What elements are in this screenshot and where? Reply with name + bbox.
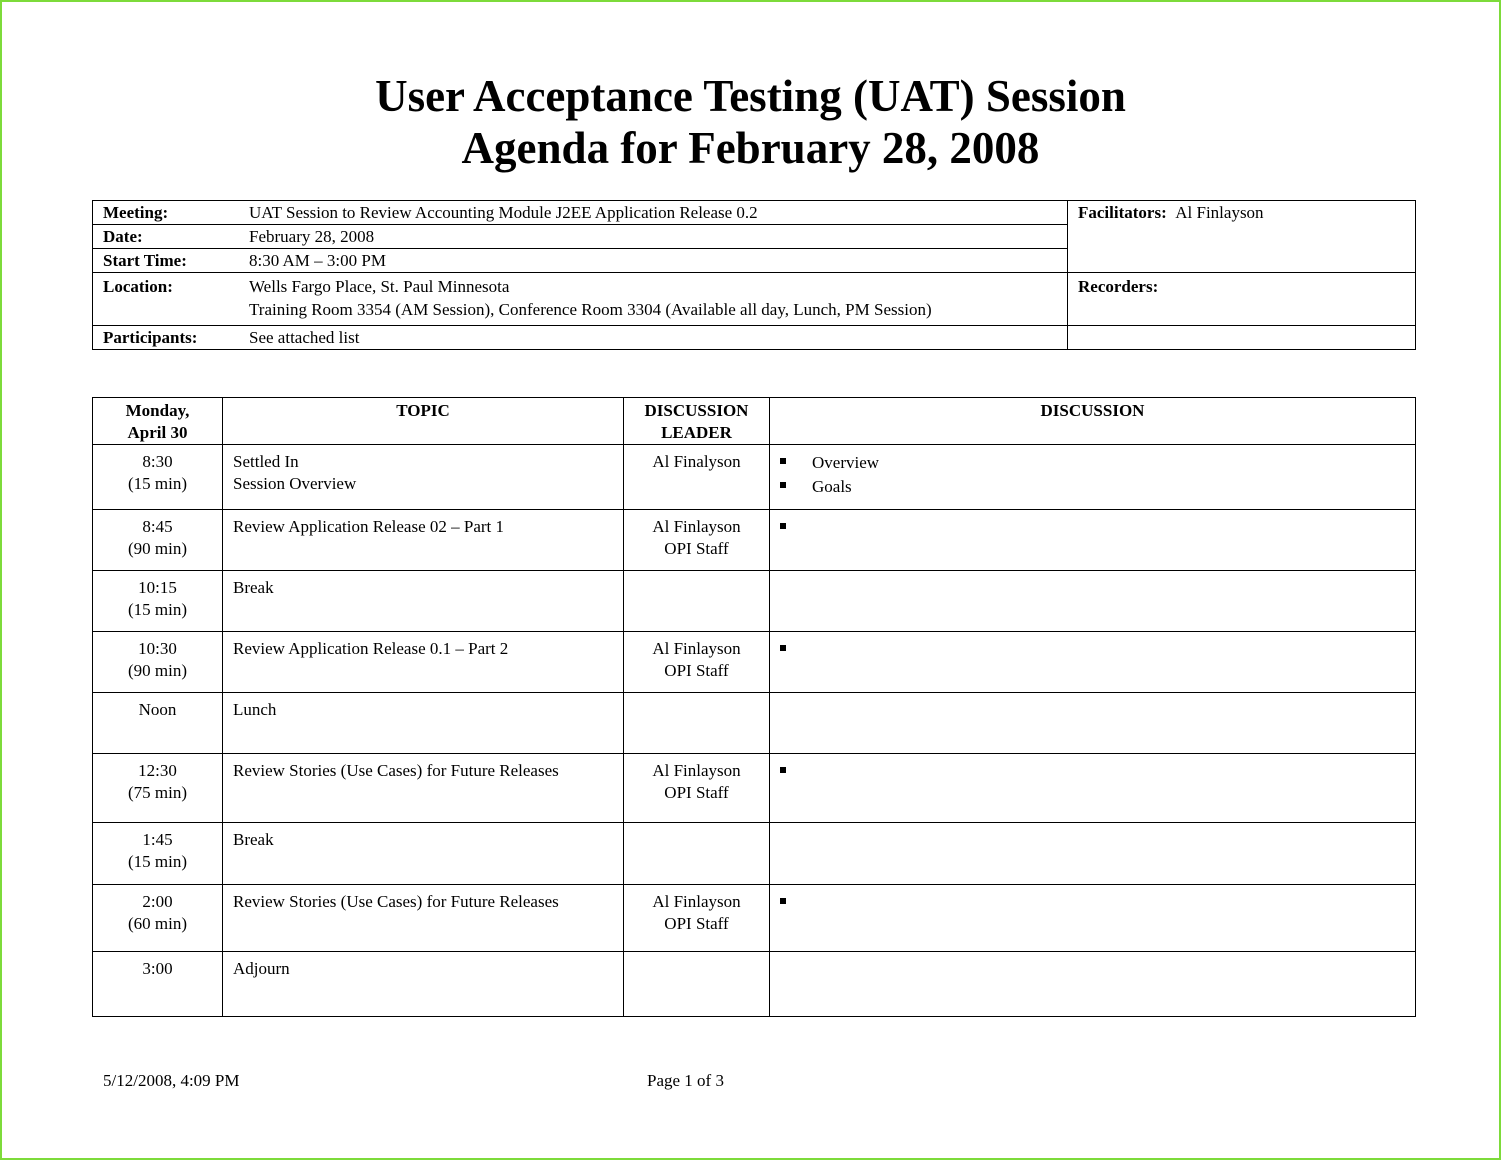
location-row [93, 273, 1068, 326]
time-cell [93, 510, 223, 571]
duration-value: (90 min) [127, 661, 188, 680]
footer-date: 5/12/2008, 4:09 PM [103, 1071, 240, 1090]
topic-line1: Review Application Release 0.1 – Part 2 [233, 639, 509, 658]
duration-value: (75 min) [127, 783, 188, 802]
leader-cell [624, 754, 770, 823]
time-value: 8:30 [142, 452, 173, 471]
topic-cell [223, 445, 624, 510]
location-label: Location: [103, 277, 173, 296]
day-header-line1: Monday, [125, 401, 190, 420]
discussion-header: DISCUSSION [770, 398, 1416, 445]
discussion-bullet-item [780, 516, 1415, 540]
time-value: 8:45 [142, 517, 173, 536]
topic-line1: Lunch [233, 700, 277, 719]
day-header-line2: April 30 [127, 423, 188, 442]
facilitators-label: Facilitators: [1078, 203, 1167, 222]
leader-line1: Al Finlayson [652, 639, 741, 658]
leader-header [624, 398, 770, 445]
time-cell [93, 754, 223, 823]
start-time-label: Start Time: [103, 251, 187, 270]
bullet-icon [780, 482, 786, 488]
topic-line1: Break [233, 830, 274, 849]
leader-cell [624, 632, 770, 693]
leader-line2: OPI Staff [664, 539, 729, 558]
time-value: Noon [138, 700, 177, 719]
topic-line2: Session Overview [233, 474, 357, 493]
leader-header-line2: LEADER [661, 423, 732, 442]
time-cell [93, 445, 223, 510]
leader-line1: Al Finlayson [652, 761, 741, 780]
agenda-table [92, 397, 1416, 1017]
bullet-icon [780, 898, 786, 904]
participants-label: Participants: [103, 328, 198, 347]
document-title-line2: Agenda for February 28, 2008 [461, 123, 1040, 173]
duration-value: (15 min) [127, 474, 188, 493]
meeting-value: UAT Session to Review Accounting Module J2EE Application Release 0.2 [249, 203, 758, 222]
document-title-line1: User Acceptance Testing (UAT) Session [375, 71, 1126, 121]
topic-line1: Settled In [233, 452, 299, 471]
time-value: 12:30 [138, 761, 177, 780]
participants-row [93, 326, 1068, 350]
leader-cell [624, 510, 770, 571]
bullet-icon [780, 767, 786, 773]
duration-value: (90 min) [127, 539, 188, 558]
leader-line1: Al Finlayson [652, 892, 741, 911]
agenda-row [93, 952, 1416, 1017]
discussion-bullet-list [780, 516, 1415, 540]
leader-line1: Al Finalyson [652, 452, 741, 471]
time-cell [93, 823, 223, 885]
time-value: 10:30 [138, 639, 177, 658]
agenda-row [93, 571, 1416, 632]
time-value: 1:45 [142, 830, 173, 849]
start-time-row [93, 249, 1068, 273]
meeting-label: Meeting: [103, 203, 169, 222]
discussion-bullet-item [780, 475, 1415, 499]
discussion-cell [770, 445, 1416, 510]
day-header [93, 398, 223, 445]
participants-right-cell [1068, 326, 1416, 350]
date-label: Date: [103, 227, 143, 246]
topic-cell [223, 632, 624, 693]
agenda-row [93, 885, 1416, 952]
discussion-bullet-list [780, 638, 1415, 662]
recorders-label: Recorders: [1078, 277, 1159, 296]
facilitators-cell [1068, 201, 1416, 273]
leader-cell [624, 571, 770, 632]
duration-value: (60 min) [127, 914, 188, 933]
topic-line1: Review Stories (Use Cases) for Future Releases [233, 761, 559, 780]
topic-cell [223, 571, 624, 632]
time-cell [93, 632, 223, 693]
topic-header: TOPIC [223, 398, 624, 445]
time-value: 2:00 [142, 892, 173, 911]
leader-cell [624, 823, 770, 885]
time-cell [93, 571, 223, 632]
meeting-info-table [92, 200, 1416, 350]
leader-line2: OPI Staff [664, 783, 729, 802]
discussion-cell [770, 693, 1416, 754]
discussion-cell [770, 885, 1416, 952]
leader-header-line1: DISCUSSION [644, 401, 749, 420]
topic-line1: Break [233, 578, 274, 597]
bullet-text: Overview [812, 453, 880, 472]
discussion-cell [770, 952, 1416, 1017]
time-value: 10:15 [138, 578, 177, 597]
topic-cell [223, 885, 624, 952]
time-cell [93, 693, 223, 754]
recorders-cell [1068, 273, 1416, 326]
leader-cell [624, 885, 770, 952]
leader-cell [624, 952, 770, 1017]
agenda-row [93, 632, 1416, 693]
discussion-cell [770, 571, 1416, 632]
date-row [93, 225, 1068, 249]
agenda-row [93, 693, 1416, 754]
agenda-row [93, 823, 1416, 885]
topic-cell [223, 754, 624, 823]
leader-line2: OPI Staff [664, 661, 729, 680]
discussion-bullet-list [780, 760, 1415, 784]
discussion-cell [770, 754, 1416, 823]
discussion-bullet-item [780, 760, 1415, 784]
bullet-text: Goals [812, 477, 852, 496]
footer-page-number: Page 1 of 3 [647, 1071, 724, 1090]
facilitators-value: Al Finlayson [1175, 203, 1264, 222]
leader-line2: OPI Staff [664, 914, 729, 933]
agenda-row [93, 510, 1416, 571]
topic-cell [223, 952, 624, 1017]
topic-line1: Adjourn [233, 959, 290, 978]
start-time-value: 8:30 AM – 3:00 PM [249, 251, 386, 270]
agenda-row [93, 445, 1416, 510]
leader-cell [624, 445, 770, 510]
date-value: February 28, 2008 [249, 227, 375, 246]
location-line1: Wells Fargo Place, St. Paul Minnesota [249, 277, 510, 296]
discussion-bullet-item [780, 891, 1415, 915]
topic-line1: Review Stories (Use Cases) for Future Releases [233, 892, 559, 911]
discussion-bullet-item [780, 638, 1415, 662]
leader-cell [624, 693, 770, 754]
participants-value: See attached list [249, 328, 360, 347]
time-cell [93, 952, 223, 1017]
time-cell [93, 885, 223, 952]
discussion-bullet-list [780, 891, 1415, 915]
discussion-cell [770, 510, 1416, 571]
agenda-row [93, 754, 1416, 823]
leader-line1: Al Finlayson [652, 517, 741, 536]
time-value: 3:00 [142, 959, 173, 978]
agenda-header-row [93, 398, 1416, 445]
bullet-icon [780, 458, 786, 464]
discussion-bullet-item [780, 451, 1415, 475]
topic-cell [223, 693, 624, 754]
topic-cell [223, 823, 624, 885]
location-line2: Training Room 3354 (AM Session), Conference Room 3304 (Available all day, Lunch, PM Session) [249, 300, 932, 319]
discussion-cell [770, 823, 1416, 885]
bullet-icon [780, 523, 786, 529]
discussion-cell [770, 632, 1416, 693]
bullet-icon [780, 645, 786, 651]
duration-value: (15 min) [127, 852, 188, 871]
topic-line1: Review Application Release 02 – Part 1 [233, 517, 504, 536]
discussion-bullet-list [780, 451, 1415, 499]
topic-cell [223, 510, 624, 571]
meeting-row [93, 201, 1068, 225]
duration-value: (15 min) [127, 600, 188, 619]
